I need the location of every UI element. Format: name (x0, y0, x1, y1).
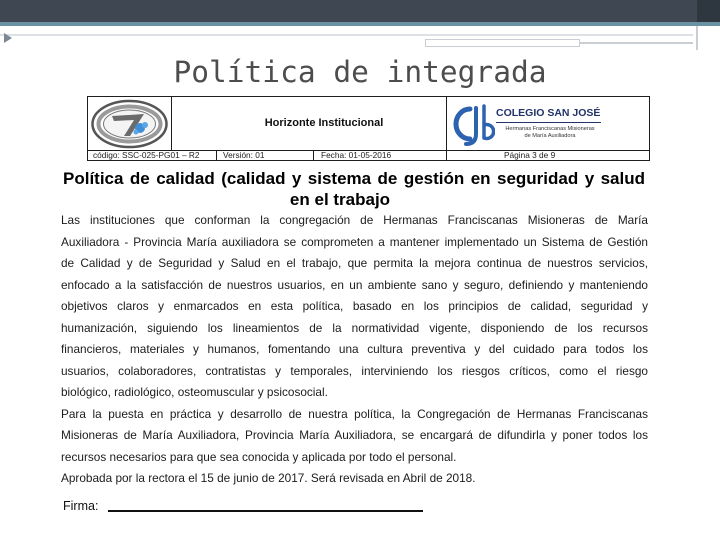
brand-subtitle-line: Hermanas Franciscanas Misioneras (505, 126, 595, 132)
body-line: de Calidad y de Seguridad y Salud en el trabajo, que permita la mejora continua de nuestros servicios, (61, 256, 648, 270)
document-date: Fecha: 01-05-2016 (321, 150, 392, 160)
header-title: Horizonte Institucional (264, 117, 384, 129)
signature-line (108, 510, 423, 512)
body-line: Misioneras de María Auxiliadora, Provincia María Auxiliadora, se encargará de difundirla y poner todos los (61, 428, 648, 442)
brand-subtitle (501, 126, 599, 140)
body-line: Las instituciones que conforman la congregación de Hermanas Franciscanas Misioneras de María (61, 213, 648, 227)
colegio-monogram-icon (451, 100, 495, 148)
document-header-table (87, 96, 650, 161)
document-version: Versión: 01 (223, 150, 265, 160)
signature-label: Firma: (63, 499, 99, 513)
document-page: Página 3 de 9 (504, 150, 556, 160)
body-line: humanización, siguiendo los lineamientos de la normatividad vigente, disponiendo de los recursos (61, 320, 648, 335)
institution-seal-icon (90, 99, 169, 149)
document-code: código: SSC-025-PG01 – R2 (93, 150, 200, 160)
document-body (61, 210, 648, 490)
top-bar-corner (697, 0, 720, 22)
accent-line (0, 22, 720, 26)
body-line: financieros, materiales y humanos, fomentando una cultura preventiva y del cuidado para todos los (61, 342, 648, 356)
approval-line: Aprobada por la rectora el 15 de junio de 2017. Será revisada en Abril de 2018. (61, 471, 476, 485)
table-column-divider (216, 150, 217, 161)
top-bar (0, 0, 697, 22)
brand-underline (496, 122, 601, 123)
table-column-divider (313, 150, 314, 161)
heading-line: Política de calidad (calidad y sistema de gestión en seguridad y salud (63, 169, 645, 188)
slide-title: Política de integrada (173, 55, 547, 89)
document-heading (63, 168, 645, 210)
body-line: biológico, radiológico, osteomuscular y psicosocial. (61, 385, 328, 399)
decorative-rule (0, 34, 693, 36)
decorative-rule (580, 42, 693, 44)
brand-name: COLEGIO SAN JOSÉ (496, 107, 601, 119)
body-line: objetivos claros y enmarcados en esta política, basado en los principios de calidad, seguridad y (61, 299, 648, 313)
body-line: usuarios, colaboradores, contratistas y temporales, interviniendo los riesgos críticos, como el riesgo (61, 363, 648, 378)
body-line: Para la puesta en práctica y desarrollo de nuestra política, la Congregación de Hermanas Franciscanas (61, 406, 648, 421)
body-line: recursos necesarios para que sea conocida y aplicada por todo el personal. (61, 449, 457, 464)
body-line: Auxiliadora - Provincia María auxiliadora se comprometen a mantener implementado un Sistema de Gestión (61, 234, 648, 249)
triangle-right-icon (4, 33, 12, 43)
brand-subtitle-line: de María Auxiliadora (524, 133, 576, 139)
heading-line: en el trabajo (289, 190, 391, 209)
decorative-rule-vertical (696, 26, 698, 50)
body-line: enfocado a la satisfacción de nuestros usuarios, en un ambiente sano y seguro, definiendo y manteniendo (61, 277, 648, 292)
table-column-divider (446, 97, 447, 161)
decorative-rule-box (425, 39, 580, 47)
